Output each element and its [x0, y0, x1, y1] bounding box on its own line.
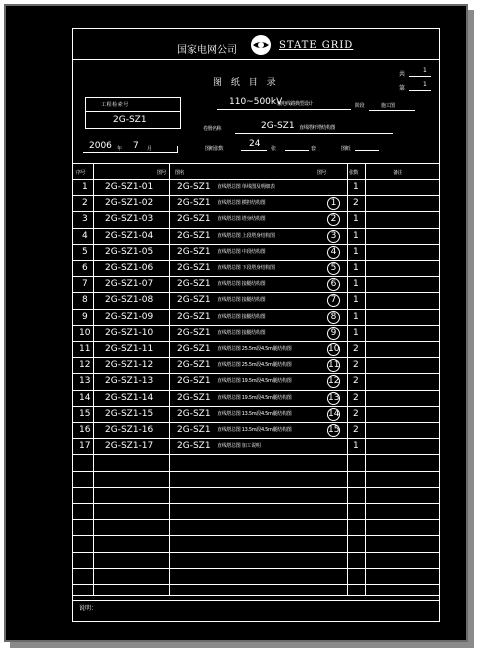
- row-name-main: 2G-SZ1: [177, 198, 211, 208]
- row-index-mark-icon: 13: [328, 393, 340, 403]
- row-code: 2G-SZ1-11: [105, 344, 154, 354]
- row-code: 2G-SZ1-01: [105, 182, 154, 192]
- row-no: 10: [79, 328, 91, 338]
- stage-value: 施工图: [381, 103, 395, 109]
- row-name-main: 2G-SZ1: [177, 263, 211, 273]
- sheets-value: 24: [249, 139, 261, 149]
- row-qty: 2: [353, 344, 359, 354]
- row-name-detail: 直线塔总图 单线图及明细表: [217, 184, 275, 190]
- col-header-no: 序号: [76, 170, 86, 176]
- row-name-main: 2G-SZ1: [177, 279, 211, 289]
- row-name-detail: 直线塔总图 中段结构图: [217, 249, 266, 255]
- row-qty: 1: [353, 328, 359, 338]
- row-index-mark-icon: 5: [327, 262, 340, 275]
- state-grid-logo-icon: [249, 33, 273, 57]
- row-name-main: 2G-SZ1: [177, 425, 211, 435]
- row-index-mark-icon: 7: [327, 294, 340, 307]
- row-qty: 2: [353, 425, 359, 435]
- row-index-mark-icon: 14: [328, 409, 340, 419]
- row-index-mark-icon: 15: [328, 425, 340, 435]
- row-no: 2: [82, 198, 88, 208]
- row-code: 2G-SZ1-10: [105, 328, 154, 338]
- company-name-cn: 国家电网公司: [177, 45, 237, 56]
- row-index-mark-icon: 3: [327, 230, 340, 243]
- row-code: 2G-SZ1-08: [105, 295, 154, 305]
- row-code: 2G-SZ1-12: [105, 360, 154, 370]
- row-name-detail: 直线塔总图 25.5m段4.5m腿结构图: [217, 362, 292, 368]
- volume-name: 直线塔杆塔结构图: [299, 125, 336, 131]
- row-name-main: 2G-SZ1: [177, 360, 211, 370]
- row-name-detail: 直线塔总图 上段塔身结构图: [217, 233, 275, 239]
- row-name-main: 2G-SZ1: [177, 441, 211, 451]
- row-name-detail: 直线塔总图 19.5m段4.5m腿结构图: [217, 395, 292, 401]
- doc-title: 图 纸 目 录: [213, 78, 279, 88]
- row-no: 3: [82, 214, 88, 224]
- row-name-detail: 直线塔总图 19.5m段4.5m腿结构图: [217, 378, 292, 384]
- page-total-label: 共: [399, 71, 406, 78]
- row-no: 4: [82, 231, 88, 241]
- col-header-ref: 图号: [317, 170, 327, 176]
- row-no: 1: [82, 182, 88, 192]
- row-qty: 2: [353, 360, 359, 370]
- row-qty: 1: [353, 214, 359, 224]
- row-name-main: 2G-SZ1: [177, 393, 211, 403]
- row-name-main: 2G-SZ1: [177, 376, 211, 386]
- row-code: 2G-SZ1-17: [105, 441, 154, 451]
- row-name-main: 2G-SZ1: [177, 409, 211, 419]
- project-code-value: 2G-SZ1: [113, 115, 147, 125]
- date-year-unit: 年: [117, 146, 122, 152]
- row-code: 2G-SZ1-07: [105, 279, 154, 289]
- row-no: 17: [79, 441, 91, 451]
- row-index-mark-icon: 8: [327, 311, 340, 324]
- row-code: 2G-SZ1-02: [105, 198, 154, 208]
- row-no: 16: [79, 425, 91, 435]
- row-qty: 1: [353, 263, 359, 273]
- row-name-detail: 直线塔总图 接腿结构图: [217, 297, 266, 303]
- row-qty: 1: [353, 441, 359, 451]
- row-name-main: 2G-SZ1: [177, 312, 211, 322]
- sheets-label: 图纸张数: [205, 146, 224, 152]
- row-code: 2G-SZ1-04: [105, 231, 154, 241]
- row-name-detail: 直线塔总图 接腿结构图: [217, 314, 266, 320]
- row-qty: 1: [353, 279, 359, 289]
- row-no: 15: [79, 409, 91, 419]
- row-qty: 1: [353, 295, 359, 305]
- project-name: 110~500kV: [229, 97, 283, 107]
- row-qty: 1: [353, 231, 359, 241]
- col-header-name: 图名: [175, 170, 185, 176]
- row-name-detail: 直线塔总图 横担结构图: [217, 200, 266, 206]
- row-name-detail: 直线塔总图 下段塔身结构图: [217, 265, 275, 271]
- row-name-main: 2G-SZ1: [177, 247, 211, 257]
- date-month-unit: 月: [147, 146, 152, 152]
- col-header-note: 备注: [393, 170, 403, 176]
- row-no: 12: [79, 360, 91, 370]
- count-unit: 套: [311, 146, 316, 152]
- row-code: 2G-SZ1-03: [105, 214, 154, 224]
- row-code: 2G-SZ1-09: [105, 312, 154, 322]
- row-no: 13: [79, 376, 91, 386]
- row-no: 8: [82, 295, 88, 305]
- page-no-label: 第: [399, 85, 406, 92]
- row-index-mark-icon: 1: [327, 197, 340, 210]
- row-code: 2G-SZ1-16: [105, 425, 154, 435]
- drawing-sheet: [72, 28, 440, 622]
- remark-label: 图纸: [341, 146, 351, 152]
- row-code: 2G-SZ1-13: [105, 376, 154, 386]
- row-name-main: 2G-SZ1: [177, 231, 211, 241]
- project-code-label: 工 程 检 索 号: [101, 102, 128, 108]
- row-index-mark-icon: 10: [328, 344, 340, 354]
- row-name-main: 2G-SZ1: [177, 182, 211, 192]
- row-name-main: 2G-SZ1: [177, 344, 211, 354]
- page-no-value: 1: [423, 81, 427, 88]
- row-code: 2G-SZ1-15: [105, 409, 154, 419]
- row-index-mark-icon: 9: [327, 327, 340, 340]
- row-name-main: 2G-SZ1: [177, 214, 211, 224]
- date-year: 2006: [89, 141, 112, 151]
- row-index-mark-icon: 11: [328, 360, 340, 370]
- row-code: 2G-SZ1-14: [105, 393, 154, 403]
- col-header-qty: 张数: [349, 170, 359, 176]
- row-name-detail: 直线塔总图 13.5m段4.5m腿结构图: [217, 411, 292, 417]
- row-name-detail: 直线塔总图 13.5m段4.5m腿结构图: [217, 427, 292, 433]
- row-index-mark-icon: 12: [328, 376, 340, 386]
- volume-code: 2G-SZ1: [261, 121, 295, 131]
- footer-note-label: 说明：: [79, 605, 98, 612]
- row-qty: 1: [353, 312, 359, 322]
- row-name-main: 2G-SZ1: [177, 328, 211, 338]
- row-name-detail: 直线塔总图 接腿结构图: [217, 330, 266, 336]
- row-name-detail: 直线塔总图 塔身结构图: [217, 216, 266, 222]
- row-qty: 2: [353, 393, 359, 403]
- row-no: 11: [79, 344, 91, 354]
- row-index-mark-icon: 2: [327, 213, 340, 226]
- row-qty: 2: [353, 409, 359, 419]
- row-index-mark-icon: 6: [327, 278, 340, 291]
- sheets-unit: 张: [271, 146, 276, 152]
- date-month: 7: [133, 141, 139, 151]
- row-name-detail: 直线塔总图 接腿结构图: [217, 281, 266, 287]
- col-header-code: 图号: [157, 170, 167, 176]
- row-no: 5: [82, 247, 88, 257]
- row-name-detail: 直线塔总图 加工说明: [217, 443, 261, 449]
- page-total-value: 1: [423, 67, 427, 74]
- volume-label: 卷册名称: [203, 126, 222, 132]
- row-qty: 1: [353, 247, 359, 257]
- row-code: 2G-SZ1-05: [105, 247, 154, 257]
- row-name-main: 2G-SZ1: [177, 295, 211, 305]
- row-qty: 2: [353, 376, 359, 386]
- row-qty: 1: [353, 182, 359, 192]
- row-qty: 2: [353, 198, 359, 208]
- row-no: 9: [82, 312, 88, 322]
- row-name-detail: 直线塔总图 25.5m段4.5m腿结构图: [217, 346, 292, 352]
- row-code: 2G-SZ1-06: [105, 263, 154, 273]
- company-name-en: STATE GRID: [279, 40, 354, 51]
- stage-label: 阶段: [355, 103, 365, 109]
- row-no: 7: [82, 279, 88, 289]
- row-no: 6: [82, 263, 88, 273]
- project-name-tail: 输电线路典型设计: [277, 101, 314, 107]
- row-no: 14: [79, 393, 91, 403]
- row-index-mark-icon: 4: [327, 246, 340, 259]
